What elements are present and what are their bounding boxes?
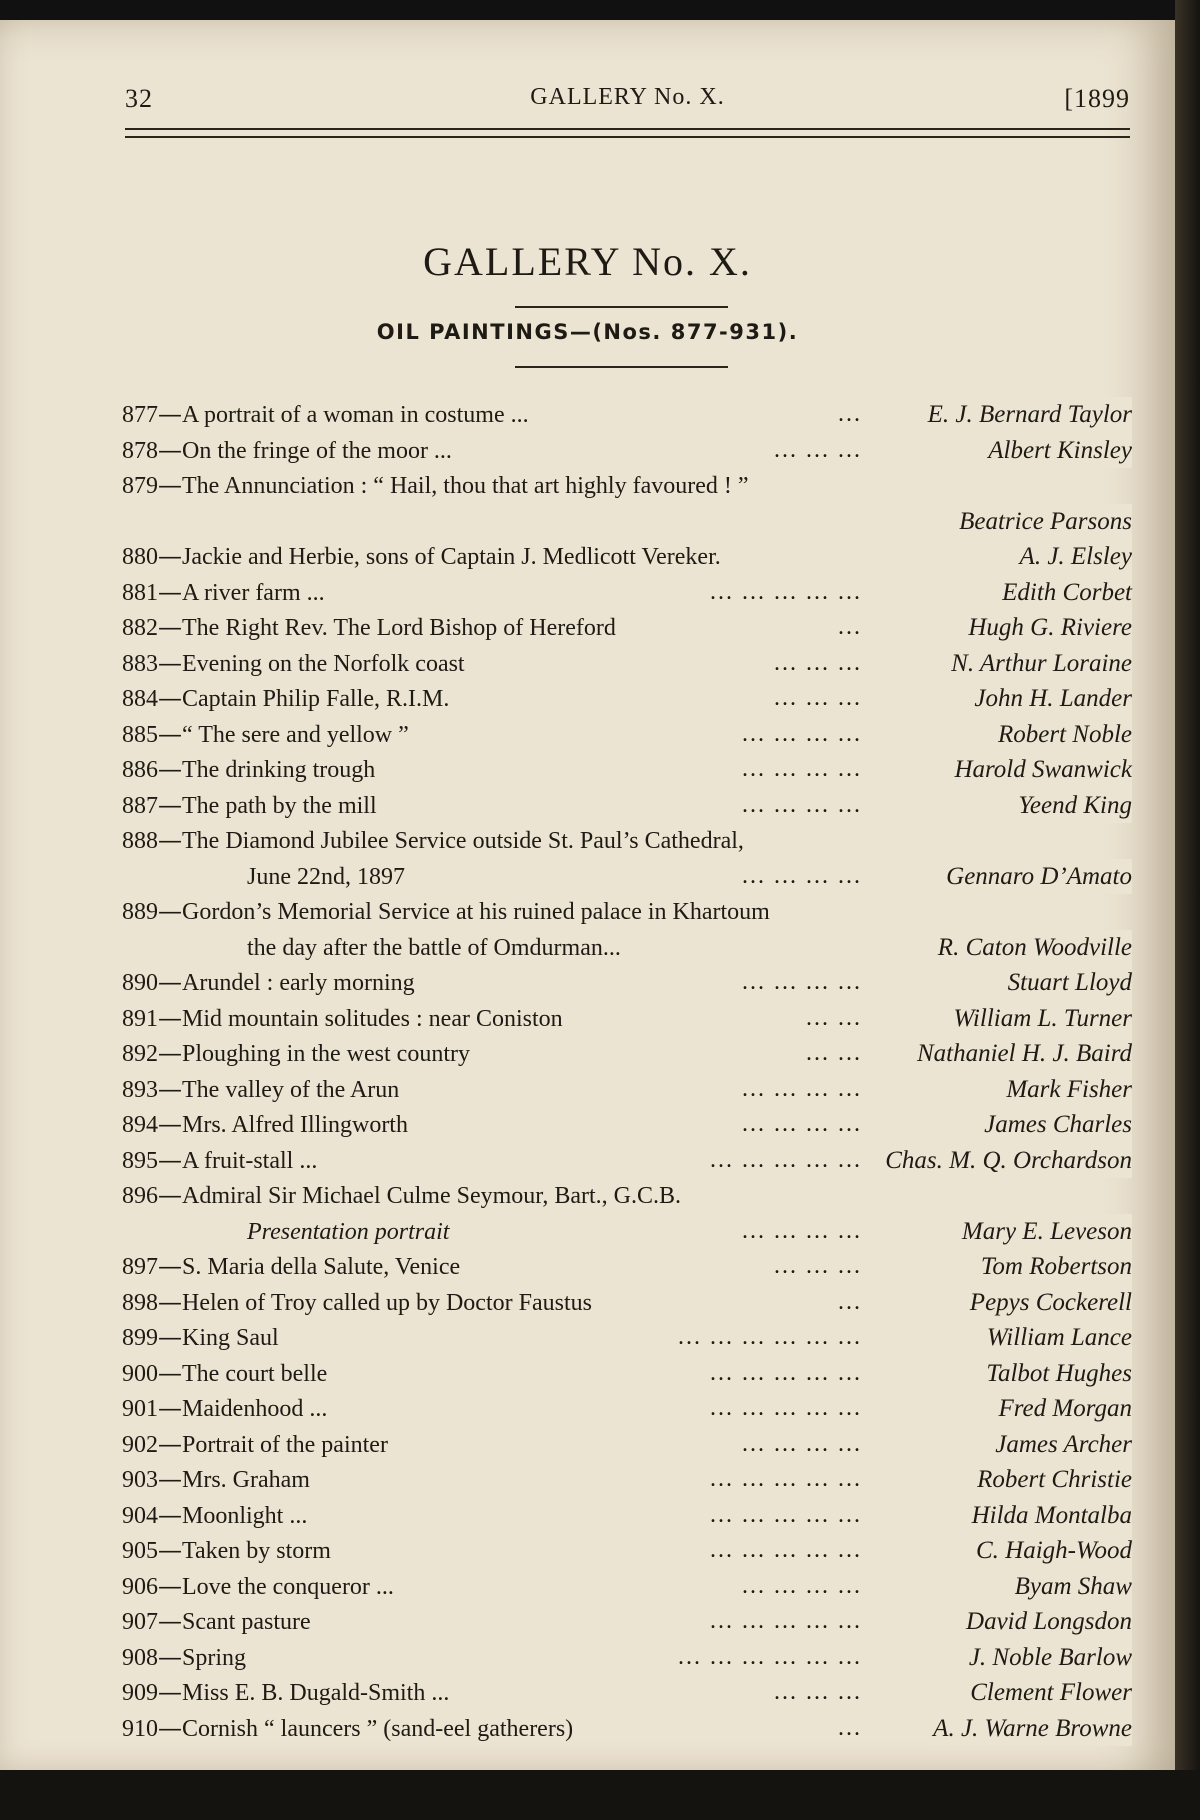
entry-number: 902 xyxy=(122,1431,158,1458)
entry-dash: — xyxy=(158,968,182,996)
entry-number: 901 xyxy=(122,1396,158,1422)
entry-title: Jackie and Herbie, sons of Captain J. Medlicott Vereker. xyxy=(182,544,721,570)
entry-line xyxy=(122,1604,1132,1640)
entry-artist: Robert Christie xyxy=(971,1462,1132,1498)
entry-number: 908 xyxy=(122,1644,158,1671)
entry-line xyxy=(122,397,1132,433)
entry-artist: R. Caton Woodville xyxy=(932,930,1132,966)
entry-artist: Clement Flower xyxy=(964,1675,1132,1711)
catalogue-entry xyxy=(122,1462,1132,1498)
entry-number: 910 xyxy=(122,1715,158,1742)
entry-artist: Byam Shaw xyxy=(1009,1569,1132,1605)
entry-title: Ploughing in the west country xyxy=(182,1041,470,1067)
entry-number: 878 xyxy=(122,437,158,464)
entry-line xyxy=(122,1569,1132,1605)
catalogue-entry xyxy=(122,1107,1132,1143)
entry-dash: — xyxy=(158,1536,182,1564)
entry-continuation-line xyxy=(122,930,1132,966)
running-head-year: [1899 xyxy=(1064,84,1130,113)
entry-dash: — xyxy=(158,1571,182,1600)
entry-number: 889 xyxy=(122,899,158,925)
entry-dash: — xyxy=(158,1252,182,1280)
catalogue-entry xyxy=(122,1391,1132,1427)
catalogue-entry xyxy=(122,397,1132,433)
entry-title: Helen of Troy called up by Doctor Faustus xyxy=(182,1289,592,1316)
catalogue-entry xyxy=(122,823,1132,894)
entry-title: Taken by storm xyxy=(182,1538,331,1564)
entry-dash: — xyxy=(158,1642,182,1671)
entry-dash: — xyxy=(158,1500,182,1529)
entry-artist: William Lance xyxy=(981,1320,1132,1356)
entry-title-continuation: the day after the battle of Omdurman... xyxy=(247,934,621,961)
entry-dash: — xyxy=(158,400,182,428)
entry-number: 907 xyxy=(122,1609,158,1635)
entry-dash: — xyxy=(158,1287,182,1316)
entry-dash: — xyxy=(158,542,182,570)
entry-artist: Talbot Hughes xyxy=(980,1356,1132,1392)
entry-title: Evening on the Norfolk coast xyxy=(182,650,465,677)
entry-title: Gordon’s Memorial Service at his ruined palace in Khartoum xyxy=(182,899,770,925)
painting-list xyxy=(122,397,1132,1746)
entry-title: S. Maria della Salute, Venice xyxy=(182,1254,461,1280)
catalogue-entry xyxy=(122,681,1132,717)
leader-dots: ... ... ... xyxy=(774,1679,862,1705)
entry-line xyxy=(122,575,1132,611)
entry-dash: — xyxy=(158,1110,182,1138)
catalogue-entry xyxy=(122,610,1132,646)
entry-artist: Chas. M. Q. Orchardson xyxy=(879,1143,1132,1179)
entry-dash: — xyxy=(158,648,182,677)
entry-number: 881 xyxy=(122,579,158,606)
entry-artist: James Archer xyxy=(989,1427,1132,1463)
entry-line xyxy=(122,1462,1132,1498)
catalogue-entry xyxy=(122,1001,1132,1037)
entry-line xyxy=(122,468,1132,504)
catalogue-entry xyxy=(122,1143,1132,1179)
entry-title: A fruit-stall ... xyxy=(182,1147,318,1174)
catalogue-entry xyxy=(122,1356,1132,1392)
entry-title: Maidenhood ... xyxy=(182,1396,328,1422)
entry-number: 883 xyxy=(122,650,158,677)
entry-dash: — xyxy=(158,1039,182,1067)
catalogue-entry xyxy=(122,1285,1132,1321)
entry-artist: William L. Turner xyxy=(947,1001,1132,1037)
catalogue-entry xyxy=(122,894,1132,965)
entry-dash: — xyxy=(158,1678,182,1706)
entry-artist: C. Haigh-Wood xyxy=(970,1533,1132,1569)
leader-dots: ... ... ... ... xyxy=(742,1217,862,1244)
leader-dots: ... ... ... xyxy=(774,685,862,711)
leader-dots: ... ... ... ... ... xyxy=(710,578,862,605)
catalogue-entry xyxy=(122,1072,1132,1108)
entry-artist-line xyxy=(122,504,1132,540)
entry-artist: Hugh G. Riviere xyxy=(962,610,1132,646)
leader-dots: ... ... ... xyxy=(774,436,862,463)
entry-number: 892 xyxy=(122,1041,158,1067)
entry-dash: — xyxy=(158,790,182,819)
entry-dash: — xyxy=(158,1145,182,1174)
entry-number: 891 xyxy=(122,1005,158,1032)
entry-artist: Robert Noble xyxy=(992,717,1132,753)
entry-line xyxy=(122,1498,1132,1534)
entry-artist: Stuart Lloyd xyxy=(1002,965,1132,1001)
entry-title: On the fringe of the moor ... xyxy=(182,437,452,464)
entry-line xyxy=(122,1675,1132,1711)
catalogue-entry xyxy=(122,752,1132,788)
entry-dash: — xyxy=(158,684,182,712)
entry-title: Admiral Sir Michael Culme Seymour, Bart., G.C.B. xyxy=(182,1183,681,1209)
entry-artist: Edith Corbet xyxy=(996,575,1132,611)
leader-dots: ... ... ... ... ... ... xyxy=(678,1324,862,1350)
catalogue-entry xyxy=(122,1569,1132,1605)
entry-artist: Harold Swanwick xyxy=(948,752,1132,788)
leader-dots: ... ... ... ... xyxy=(742,969,862,995)
entry-dash: — xyxy=(158,613,182,641)
catalogue-entry xyxy=(122,433,1132,469)
entry-line xyxy=(122,1249,1132,1285)
entry-line xyxy=(122,1285,1132,1321)
entry-title: The path by the mill xyxy=(182,792,377,819)
entry-dash: — xyxy=(158,1323,182,1351)
entry-number: 906 xyxy=(122,1573,158,1600)
entry-number: 899 xyxy=(122,1325,158,1351)
entry-artist: E. J. Bernard Taylor xyxy=(922,397,1132,433)
entry-number: 896 xyxy=(122,1183,158,1209)
book-gutter-edge xyxy=(1175,0,1200,1820)
catalogue-entry xyxy=(122,468,1132,539)
entry-number: 909 xyxy=(122,1680,158,1706)
entry-number: 886 xyxy=(122,757,158,783)
entry-dash: — xyxy=(158,471,182,499)
entry-artist: Mary E. Leveson xyxy=(956,1214,1132,1250)
entry-title: The valley of the Arun xyxy=(182,1076,400,1103)
entry-artist: Pepys Cockerell xyxy=(964,1285,1132,1321)
entry-title-continuation: June 22nd, 1897 xyxy=(247,863,405,890)
entry-line xyxy=(122,1391,1132,1427)
entry-artist: Mark Fisher xyxy=(1000,1072,1132,1108)
entry-number: 898 xyxy=(122,1289,158,1316)
leader-dots: ... ... ... ... ... xyxy=(710,1608,862,1634)
leader-dots: ... xyxy=(838,401,862,427)
entry-title-continuation: Presentation portrait xyxy=(247,1218,450,1245)
entry-line xyxy=(122,894,1132,930)
entry-title: Cornish “ launcers ” (sand-eel gatherers) xyxy=(182,1715,574,1742)
entry-title: Scant pasture xyxy=(182,1609,311,1635)
entry-line xyxy=(122,1640,1132,1676)
leader-dots: ... ... ... ... ... ... xyxy=(678,1643,862,1670)
book-bottom-edge xyxy=(0,1770,1200,1820)
entry-dash: — xyxy=(158,826,182,854)
entry-line xyxy=(122,1427,1132,1463)
section-subtitle: OIL PAINTINGS—(Nos. 877-931). xyxy=(376,320,799,344)
entry-number: 890 xyxy=(122,970,158,996)
entry-title: The Diamond Jubilee Service outside St. Paul’s Cathedral, xyxy=(182,828,744,854)
header-double-rule xyxy=(125,128,1130,138)
leader-dots: ... ... ... ... xyxy=(742,862,862,889)
entry-title: Captain Philip Falle, R.I.M. xyxy=(182,686,450,712)
entry-line xyxy=(122,823,1132,859)
entry-artist: David Longsdon xyxy=(960,1604,1132,1640)
leader-dots: ... ... ... ... xyxy=(742,1430,862,1457)
catalogue-entry xyxy=(122,1427,1132,1463)
entry-dash: — xyxy=(158,1074,182,1103)
entry-number: 905 xyxy=(122,1538,158,1564)
entry-artist: John H. Lander xyxy=(968,681,1132,717)
entry-artist: A. J. Warne Browne xyxy=(927,1711,1132,1747)
entry-artist: N. Arthur Loraine xyxy=(945,646,1132,682)
leader-dots: ... ... ... ... xyxy=(742,720,862,747)
entry-title: A portrait of a woman in costume ... xyxy=(182,402,529,428)
entry-artist: Nathaniel H. J. Baird xyxy=(911,1036,1132,1072)
subtitle-divider xyxy=(515,366,728,368)
leader-dots: ... ... ... ... xyxy=(742,1075,862,1102)
leader-dots: ... ... ... ... ... xyxy=(710,1395,862,1421)
entry-line xyxy=(122,610,1132,646)
entry-title: Arundel : early morning xyxy=(182,970,415,996)
entry-title: The Annunciation : “ Hail, thou that art highly favoured ! ” xyxy=(182,473,749,499)
title-divider xyxy=(515,306,728,308)
entry-title: Spring xyxy=(182,1644,247,1671)
catalogue-entry xyxy=(122,1249,1132,1285)
entry-dash: — xyxy=(158,1181,182,1209)
entry-line xyxy=(122,1107,1132,1143)
entry-line xyxy=(122,539,1132,575)
catalogue-entry xyxy=(122,1640,1132,1676)
entry-artist: Fred Morgan xyxy=(992,1391,1132,1427)
catalogue-entry xyxy=(122,1178,1132,1249)
entry-title: The court belle xyxy=(182,1360,328,1387)
entry-dash: — xyxy=(158,577,182,606)
entry-line xyxy=(122,1072,1132,1108)
catalogue-entry xyxy=(122,575,1132,611)
catalogue-entry xyxy=(122,539,1132,575)
leader-dots: ... ... ... ... xyxy=(742,1572,862,1599)
entry-dash: — xyxy=(158,897,182,925)
entry-line xyxy=(122,752,1132,788)
entry-artist: Beatrice Parsons xyxy=(953,504,1132,540)
page-title: GALLERY No. X. xyxy=(423,239,752,284)
entry-dash: — xyxy=(158,1607,182,1635)
leader-dots: ... xyxy=(838,1288,862,1315)
entry-artist: Gennaro D’Amato xyxy=(940,859,1132,895)
leader-dots: ... ... ... ... xyxy=(742,756,862,782)
entry-dash: — xyxy=(158,435,182,464)
catalogue-entry xyxy=(122,1675,1132,1711)
entry-line xyxy=(122,1320,1132,1356)
entry-title: Moonlight ... xyxy=(182,1502,308,1529)
entry-dash: — xyxy=(158,1713,182,1742)
entry-number: 897 xyxy=(122,1254,158,1280)
entry-dash: — xyxy=(158,1003,182,1032)
leader-dots: ... ... ... xyxy=(774,1253,862,1279)
entry-line xyxy=(122,965,1132,1001)
catalogue-page xyxy=(0,20,1175,1790)
leader-dots: ... ... ... ... ... xyxy=(710,1501,862,1528)
entry-artist: A. J. Elsley xyxy=(1014,539,1132,575)
catalogue-entry xyxy=(122,788,1132,824)
catalogue-entry xyxy=(122,1036,1132,1072)
entry-dash: — xyxy=(158,1465,182,1493)
catalogue-entry xyxy=(122,1320,1132,1356)
entry-line xyxy=(122,646,1132,682)
leader-dots: ... ... ... ... xyxy=(742,791,862,818)
entry-line xyxy=(122,681,1132,717)
entry-line xyxy=(122,717,1132,753)
entry-line xyxy=(122,1036,1132,1072)
entry-artist: J. Noble Barlow xyxy=(963,1640,1132,1676)
entry-number: 887 xyxy=(122,792,158,819)
entry-continuation-line xyxy=(122,859,1132,895)
entry-number: 900 xyxy=(122,1360,158,1387)
entry-number: 888 xyxy=(122,828,158,854)
entry-dash: — xyxy=(158,719,182,748)
leader-dots: ... ... ... ... ... xyxy=(710,1146,862,1173)
entry-number: 895 xyxy=(122,1147,158,1174)
entry-title: The Right Rev. The Lord Bishop of Hereford xyxy=(182,615,616,641)
entry-number: 885 xyxy=(122,721,158,748)
entry-dash: — xyxy=(158,1394,182,1422)
entry-dash: — xyxy=(158,755,182,783)
entry-title: A river farm ... xyxy=(182,579,325,606)
entry-line xyxy=(122,1178,1132,1214)
entry-artist: Yeend King xyxy=(1012,788,1132,824)
catalogue-entry xyxy=(122,646,1132,682)
entry-number: 882 xyxy=(122,615,158,641)
catalogue-entry xyxy=(122,1711,1132,1747)
catalogue-entry xyxy=(122,1604,1132,1640)
leader-dots: ... ... ... ... ... xyxy=(710,1359,862,1386)
entry-number: 884 xyxy=(122,686,158,712)
catalogue-entry xyxy=(122,1533,1132,1569)
entry-title: Miss E. B. Dugald-Smith ... xyxy=(182,1680,450,1706)
entry-title: Mrs. Alfred Illingworth xyxy=(182,1112,408,1138)
entry-title: Mrs. Graham xyxy=(182,1467,310,1493)
leader-dots: ... ... ... ... ... xyxy=(710,1466,862,1492)
leader-dots: ... xyxy=(838,614,862,640)
leader-dots: ... ... xyxy=(806,1004,862,1031)
catalogue-entry xyxy=(122,1498,1132,1534)
leader-dots: ... ... ... ... xyxy=(742,1111,862,1137)
entry-title: Love the conqueror ... xyxy=(182,1573,394,1600)
leader-dots: ... ... ... xyxy=(774,649,862,676)
entry-line xyxy=(122,788,1132,824)
entry-number: 879 xyxy=(122,473,158,499)
running-head-title: GALLERY No. X. xyxy=(530,84,725,110)
entry-number: 893 xyxy=(122,1076,158,1103)
entry-line xyxy=(122,1001,1132,1037)
entry-title: Portrait of the painter xyxy=(182,1431,388,1458)
leader-dots: ... xyxy=(838,1714,862,1741)
entry-dash: — xyxy=(158,1429,182,1458)
entry-line xyxy=(122,433,1132,469)
leader-dots: ... ... ... ... ... xyxy=(710,1537,862,1563)
entry-number: 904 xyxy=(122,1502,158,1529)
running-head xyxy=(125,84,1130,120)
entry-number: 894 xyxy=(122,1112,158,1138)
entry-title: Mid mountain solitudes : near Coniston xyxy=(182,1005,563,1032)
entry-number: 903 xyxy=(122,1467,158,1493)
catalogue-entry xyxy=(122,965,1132,1001)
entry-artist: Tom Robertson xyxy=(975,1249,1132,1285)
entry-line xyxy=(122,1356,1132,1392)
entry-title: “ The sere and yellow ” xyxy=(182,721,409,748)
entry-title: King Saul xyxy=(182,1325,279,1351)
entry-line xyxy=(122,1533,1132,1569)
entry-line xyxy=(122,1143,1132,1179)
entry-continuation-line xyxy=(122,1214,1132,1250)
entry-line xyxy=(122,1711,1132,1747)
entry-number: 880 xyxy=(122,544,158,570)
entry-artist: James Charles xyxy=(978,1107,1132,1143)
entry-dash: — xyxy=(158,1358,182,1387)
entry-number: 877 xyxy=(122,402,158,428)
catalogue-entry xyxy=(122,717,1132,753)
page-number: 32 xyxy=(125,84,153,113)
leader-dots: ... ... xyxy=(806,1040,862,1066)
entry-artist: Albert Kinsley xyxy=(982,433,1132,469)
entry-title: The drinking trough xyxy=(182,757,376,783)
entry-artist: Hilda Montalba xyxy=(966,1498,1132,1534)
